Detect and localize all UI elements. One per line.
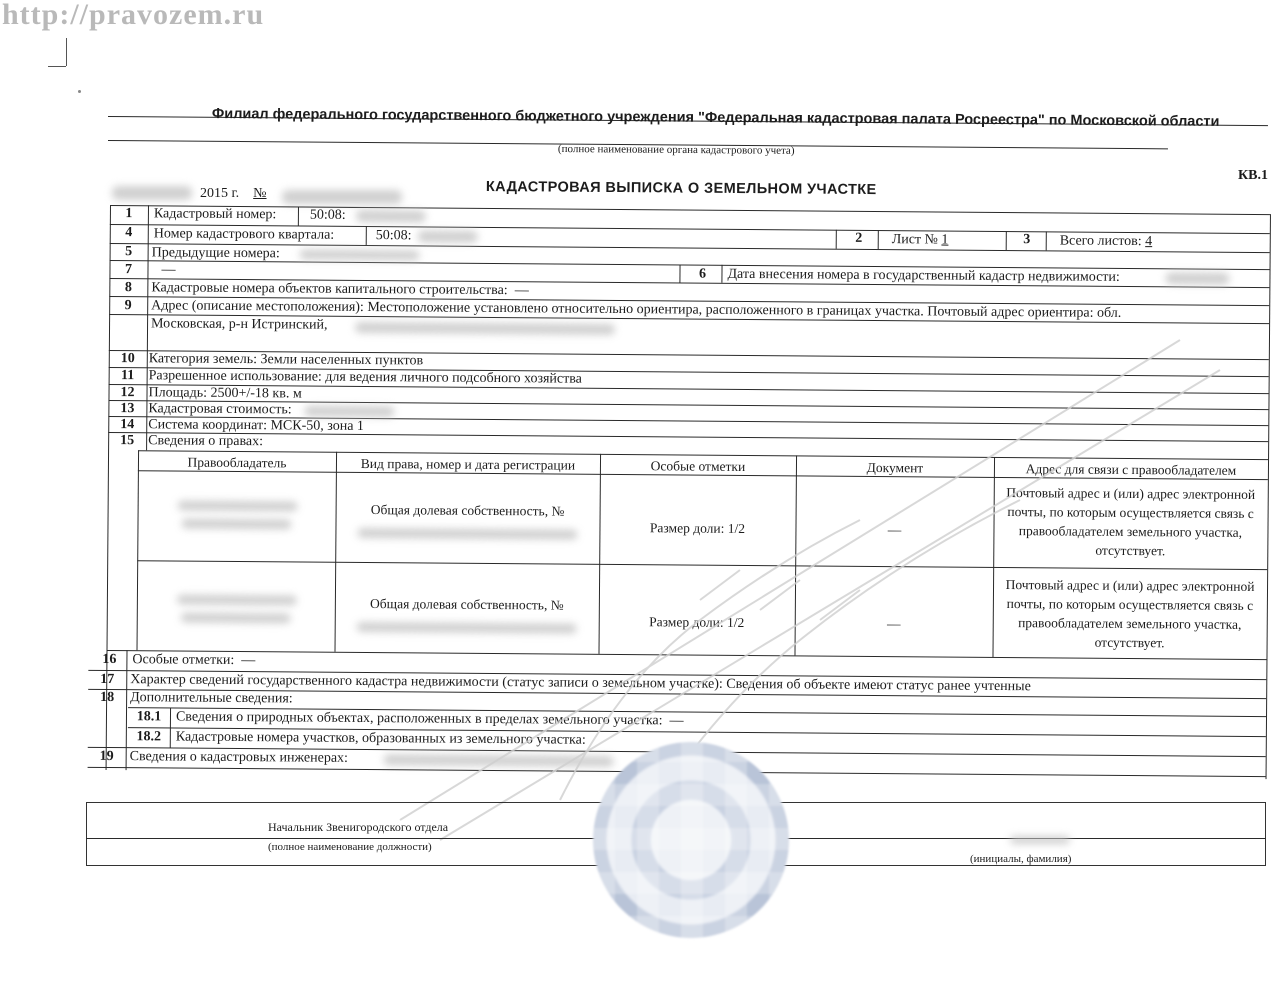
grid-line: [1006, 231, 1007, 250]
grid-line: [366, 226, 367, 245]
position-caption: (полное наименование должности): [268, 841, 432, 853]
redacted-holder: [177, 595, 297, 606]
rights-header-right: Вид права, номер и дата регистрации: [360, 455, 576, 473]
grid-line: [992, 457, 995, 657]
derived-parcels: Кадастровые номера участков, образованных из земельного участка:: [175, 729, 586, 748]
row-number: 4: [125, 225, 133, 241]
rights-header-document: Документ: [866, 459, 924, 476]
additional-info-label: Дополнительные сведения:: [130, 690, 293, 707]
row-number: 17: [100, 671, 115, 688]
row-number: 18.1: [136, 709, 162, 725]
capital-objects-label: Кадастровые номера объектов капитального строительства: —: [151, 280, 529, 299]
area: Площадь: 2500+/-18 кв. м: [148, 385, 302, 402]
official-stamp: [593, 742, 789, 938]
row-number: 15: [120, 433, 135, 449]
row-number: 1: [125, 206, 133, 222]
row-number: 8: [124, 280, 132, 296]
redacted-registration: [357, 528, 577, 540]
rights-header-holder: Правообладатель: [187, 454, 287, 471]
land-category: Категория земель: Земли населенных пунктов: [148, 351, 424, 369]
row-number: 11: [120, 368, 135, 384]
grid-line: [137, 450, 140, 650]
cadastral-number-label: Кадастровый номер:: [153, 206, 277, 223]
grid-line: [878, 230, 879, 249]
row-number: 18: [100, 689, 115, 706]
cadastral-number-value: 50:08:: [309, 207, 346, 223]
row-7-value: —: [161, 262, 176, 278]
contact-address: Почтовый адрес и (или) адрес электронной почты, по которым осуществляется связь с правообладателем земельного участка, отсутствует.: [1005, 577, 1255, 651]
grid-line: [679, 264, 680, 282]
row-number: 16: [102, 651, 117, 668]
contact-address: Почтовый адрес и (или) адрес электронной почты, по которым осуществляется связь с правообладателем земельного участка, отсутствует.: [1006, 485, 1256, 559]
total-sheets: Всего листов: 4: [1059, 233, 1153, 250]
rights-label: Сведения о правах:: [148, 433, 264, 450]
organization-name: Филиал федерального государственного бюджетного учреждения "Федеральная кадастровая палата Росреестра" по Московской области: [211, 106, 1220, 130]
record-status: Характер сведений государственного кадастра недвижимости (статус записи о земельном участке): Сведения об объекте имеют статус ранее учтенные: [130, 672, 1031, 695]
right-type: Общая долевая собственность, №: [370, 596, 564, 613]
name-caption: (инициалы, фамилия): [970, 853, 1072, 865]
grid-line: [836, 230, 837, 249]
row-number: 12: [120, 385, 135, 401]
redacted-holder: [181, 613, 291, 624]
redacted-registration: [357, 622, 577, 634]
row-number: 3: [1023, 232, 1031, 248]
row-number: 9: [124, 298, 132, 314]
grid-line: [298, 206, 299, 225]
redacted-value: [300, 249, 420, 260]
issue-date: 2015 г. №: [200, 186, 267, 201]
natural-objects: Сведения о природных объектах, расположенных в пределах земельного участка: —: [175, 709, 684, 729]
row-number: 14: [120, 417, 135, 433]
redacted-engineers: [384, 754, 614, 767]
redacted-holder: [178, 501, 298, 512]
grid-line: [126, 650, 128, 770]
organization-caption: (полное наименование органа кадастрового учета): [557, 143, 795, 157]
site-watermark: http://pravozem.ru: [2, 0, 265, 31]
row-number: 18.2: [136, 729, 162, 745]
address-line-2: Московская, р-н Истринский,: [151, 316, 328, 333]
redacted-holder: [181, 519, 291, 530]
grid-line: [1046, 231, 1047, 250]
redacted-address: [355, 322, 615, 335]
quarter-number-value: 50:08:: [375, 228, 412, 244]
row-number: 7: [124, 262, 133, 278]
rights-header-notes: Особые отметки: [650, 458, 746, 474]
redacted-name: [1010, 836, 1070, 844]
engineers-label: Сведения о кадастровых инженерах:: [129, 749, 349, 766]
grid-line: [1266, 214, 1271, 779]
row-number: 19: [99, 748, 114, 765]
row-number: 6: [698, 266, 707, 282]
form-code: КВ.1: [1238, 168, 1268, 183]
redacted-value: [304, 406, 394, 418]
redacted-value: [356, 210, 426, 223]
grid-line: [110, 205, 1270, 215]
row-number: 13: [120, 401, 135, 417]
special-notes-label: Особые отметки: —: [132, 652, 256, 669]
redacted-value: [1165, 272, 1229, 285]
previous-numbers-label: Предыдущие номера:: [151, 245, 280, 262]
grid-line: [721, 265, 722, 283]
official-position: Начальник Звенигородского отдела: [268, 820, 449, 834]
grid-line: [137, 560, 1267, 570]
row-number: 10: [120, 351, 135, 367]
cadastral-value-label: Кадастровая стоимость:: [148, 401, 292, 418]
share-size: Размер доли: 1/2: [649, 614, 745, 630]
share-size: Размер доли: 1/2: [649, 520, 746, 536]
sheet-number: Лист № 1: [891, 232, 949, 248]
registration-date-label: Дата внесения номера в государственный кадастр недвижимости:: [727, 266, 1120, 285]
permitted-use: Разрешенное использование: для ведения личного подсобного хозяйства: [148, 368, 582, 387]
document-title: КАДАСТРОВАЯ ВЫПИСКА О ЗЕМЕЛЬНОМ УЧАСТКЕ: [485, 179, 877, 199]
row-number: 5: [125, 244, 133, 260]
rights-header-address: Адрес для связи с правообладателем: [1025, 461, 1237, 478]
address-label: Адрес (описание местоположения): Местоположение установлено относительно ориентира, расположенного в границах участка. Почтовый адрес ориентира: обл.: [151, 298, 1122, 321]
document-value: —: [886, 616, 901, 632]
row-number: 2: [855, 230, 863, 246]
coordinate-system: Система координат: МСК-50, зона 1: [148, 417, 364, 435]
grid-line: [334, 452, 337, 652]
document-value: —: [887, 522, 902, 538]
redacted-value: [418, 230, 478, 242]
quarter-number-label: Номер кадастрового квартала:: [153, 226, 335, 243]
right-type: Общая долевая собственность, №: [370, 502, 565, 519]
